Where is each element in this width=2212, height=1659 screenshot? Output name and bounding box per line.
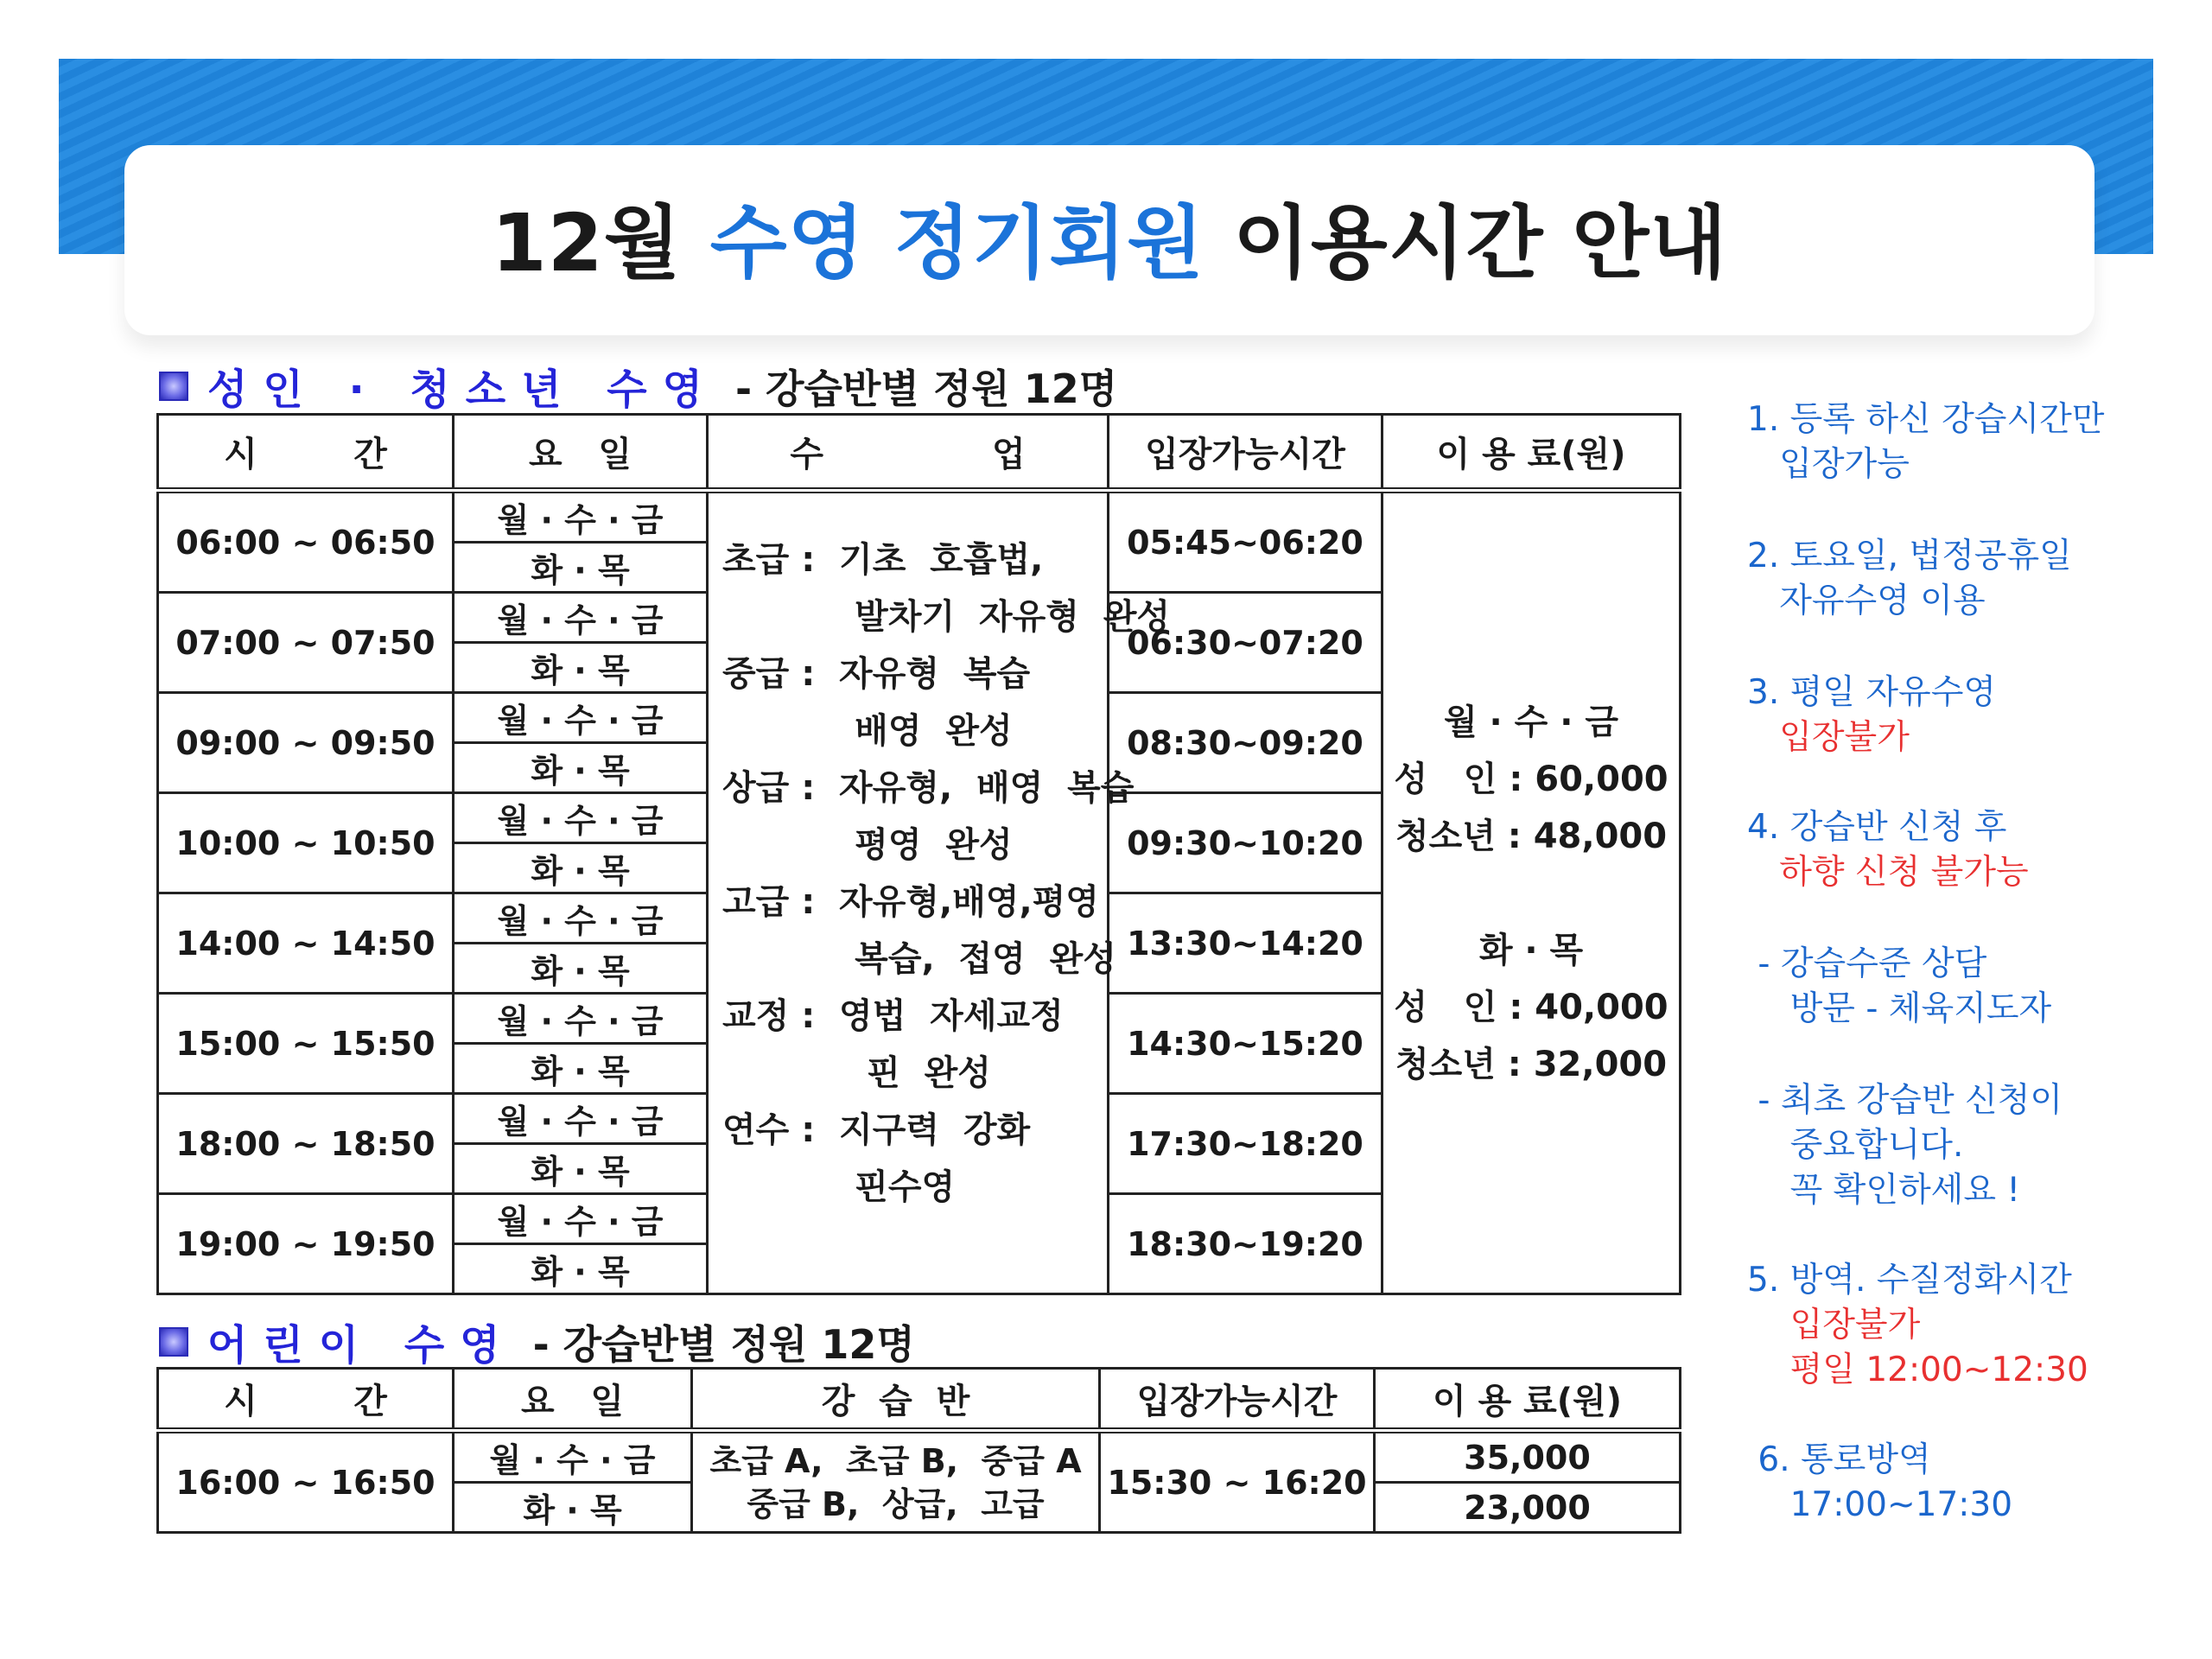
days-cell: 화 · 목 (454, 1483, 692, 1533)
days-cell: 화 · 목 (454, 1244, 708, 1294)
note-4-detail: 하향 신청 불가능 (1747, 853, 2029, 892)
time-cell: 18:00 ~ 18:50 (158, 1094, 454, 1194)
days-cell: 월 · 수 · 금 (454, 793, 708, 843)
page-title (124, 180, 2094, 294)
table-row (158, 1431, 1681, 1483)
header-fee: 이 용 료(원) (1382, 415, 1681, 491)
note-5-title: 5. 방역. 수질정화시간 (1747, 1261, 2072, 1300)
fee-line: 성 인 : 40,000 (1394, 987, 1669, 1027)
class-line: 중급 : 자유형 복습 (722, 654, 1031, 694)
note-4-sub-1: - 강습수준 상담 (1747, 944, 1987, 983)
note-2-detail: 자유수영 이용 (1747, 582, 1986, 620)
fee-cell: 35,000 (1375, 1431, 1681, 1483)
header-class: 수 업 (708, 415, 1109, 491)
class-line: 핀 완성 (722, 1053, 991, 1093)
class-line: 중급 B, 상급, 고급 (747, 1484, 1045, 1523)
days-cell: 화 · 목 (454, 1144, 708, 1194)
class-line: 초급 A, 초급 B, 중급 A (709, 1441, 1082, 1480)
fee-line: 월 · 수 · 금 (1443, 702, 1618, 742)
note-6-title: 6. 통로방역 (1747, 1440, 1931, 1479)
table-header-row (158, 1369, 1681, 1431)
class-description-cell (708, 491, 1171, 1294)
time-cell: 10:00 ~ 10:50 (158, 793, 454, 893)
class-line: 배영 완성 (722, 711, 1013, 751)
class-line: 연수 : 지구력 강화 (722, 1110, 1031, 1150)
class-line: 고급 : 자유형,배영,평영 (722, 882, 1099, 922)
entry-time-cell: 08:30~09:20 (1109, 693, 1382, 793)
entry-time-cell: 06:30~07:20 (1109, 593, 1382, 693)
header-class: 강 습 반 (692, 1369, 1100, 1431)
title-part3: 이용시간 안내 (1204, 197, 1728, 289)
days-cell: 월 · 수 · 금 (454, 893, 708, 944)
entry-time-cell: 18:30~19:20 (1109, 1194, 1382, 1294)
days-cell: 화 · 목 (454, 843, 708, 893)
table-row (158, 491, 1681, 543)
days-cell: 월 · 수 · 금 (454, 593, 708, 643)
child-section-name: 어린이 수영 (207, 1321, 516, 1370)
title-highlight: 수영 정기회원 (709, 197, 1205, 289)
time-cell: 07:00 ~ 07:50 (158, 593, 454, 693)
header-entry-time: 입장가능시간 (1100, 1369, 1375, 1431)
class-line: 핀수영 (722, 1167, 956, 1207)
time-cell: 09:00 ~ 09:50 (158, 693, 454, 793)
class-line: 교정 : 영법 자세교정 (722, 996, 1064, 1036)
note-4-sub-2: - 최초 강습반 신청이 (1747, 1081, 2063, 1120)
table-header-row (158, 415, 1681, 491)
time-cell: 14:00 ~ 14:50 (158, 893, 454, 994)
days-cell: 화 · 목 (454, 743, 708, 793)
fee-spacer (1383, 865, 1679, 922)
days-cell: 월 · 수 · 금 (454, 1194, 708, 1244)
note-5-time: 평일 12:00~12:30 (1747, 1351, 2088, 1389)
header-time: 시 간 (158, 415, 454, 491)
fee-line: 청소년 : 32,000 (1395, 1044, 1668, 1084)
time-cell: 16:00 ~ 16:50 (158, 1431, 454, 1533)
class-line: 초급 : 기초 호흡법, (722, 540, 1044, 580)
entry-time-cell: 13:30~14:20 (1109, 893, 1382, 994)
entry-time-cell: 15:30 ~ 16:20 (1100, 1431, 1375, 1533)
header-days: 요 일 (454, 415, 708, 491)
time-cell: 19:00 ~ 19:50 (158, 1194, 454, 1294)
class-line: 평영 완성 (722, 825, 1013, 865)
entry-time-cell: 17:30~18:20 (1109, 1094, 1382, 1194)
header-days: 요 일 (454, 1369, 692, 1431)
header-time: 시 간 (158, 1369, 454, 1431)
days-cell: 월 · 수 · 금 (454, 994, 708, 1044)
adult-schedule-table (156, 413, 1681, 1295)
note-5-detail: 입장불가 (1747, 1306, 1921, 1344)
fee-cell: 23,000 (1375, 1483, 1681, 1533)
class-line: 상급 : 자유형, 배영 복습 (722, 768, 1135, 808)
header-fee: 이 용 료(원) (1375, 1369, 1681, 1431)
entry-time-cell: 05:45~06:20 (1109, 491, 1382, 593)
fee-line: 화 · 목 (1478, 930, 1584, 970)
time-cell: 15:00 ~ 15:50 (158, 994, 454, 1094)
days-cell: 화 · 목 (454, 1044, 708, 1094)
note-2-title: 2. 토요일, 법정공휴일 (1747, 537, 2072, 575)
days-cell: 월 · 수 · 금 (454, 1431, 692, 1483)
title-part1: 12월 (491, 197, 710, 289)
child-section-title (159, 1312, 915, 1371)
class-line: 복습, 접영 완성 (722, 939, 1116, 979)
note-4-sub-2c: 꼭 확인하세요 ! (1747, 1171, 2021, 1210)
note-4-sub-1b: 방문 - 체육지도자 (1747, 989, 2052, 1028)
note-6-time: 17:00~17:30 (1747, 1485, 2013, 1524)
days-cell: 월 · 수 · 금 (454, 491, 708, 543)
entry-time-cell: 09:30~10:20 (1109, 793, 1382, 893)
days-cell: 화 · 목 (454, 643, 708, 693)
fee-line: 청소년 : 48,000 (1395, 816, 1668, 856)
note-3-title: 3. 평일 자유수영 (1747, 673, 1997, 712)
fee-cell (1382, 491, 1681, 1294)
time-cell: 06:00 ~ 06:50 (158, 491, 454, 593)
child-schedule-table (156, 1367, 1681, 1534)
class-line: 발차기 자유형 완성 (722, 597, 1171, 637)
note-3-detail: 입장불가 (1747, 718, 1910, 757)
note-1-title: 1. 등록 하신 강습시간만 (1747, 400, 2105, 439)
square-bullet-icon (159, 1327, 188, 1357)
child-section-subtitle: - 강습반별 정원 12명 (532, 1320, 915, 1368)
class-cell (692, 1431, 1100, 1533)
days-cell: 월 · 수 · 금 (454, 1094, 708, 1144)
days-cell: 화 · 목 (454, 543, 708, 593)
days-cell: 월 · 수 · 금 (454, 693, 708, 743)
entry-time-cell: 14:30~15:20 (1109, 994, 1382, 1094)
note-4-sub-2b: 중요합니다. (1747, 1126, 1964, 1165)
note-1-detail: 입장가능 (1747, 445, 1910, 484)
adult-section-title (159, 356, 1117, 416)
note-4-title: 4. 강습반 신청 후 (1747, 808, 2007, 847)
square-bullet-icon (159, 372, 188, 401)
header-entry-time: 입장가능시간 (1109, 415, 1382, 491)
title-card (124, 145, 2094, 335)
adult-section-name: 성인 · 청소년 수영 (207, 365, 718, 414)
fee-line: 성 인 : 60,000 (1394, 759, 1669, 799)
days-cell: 화 · 목 (454, 944, 708, 994)
adult-section-subtitle: - 강습반별 정원 12명 (734, 365, 1118, 412)
